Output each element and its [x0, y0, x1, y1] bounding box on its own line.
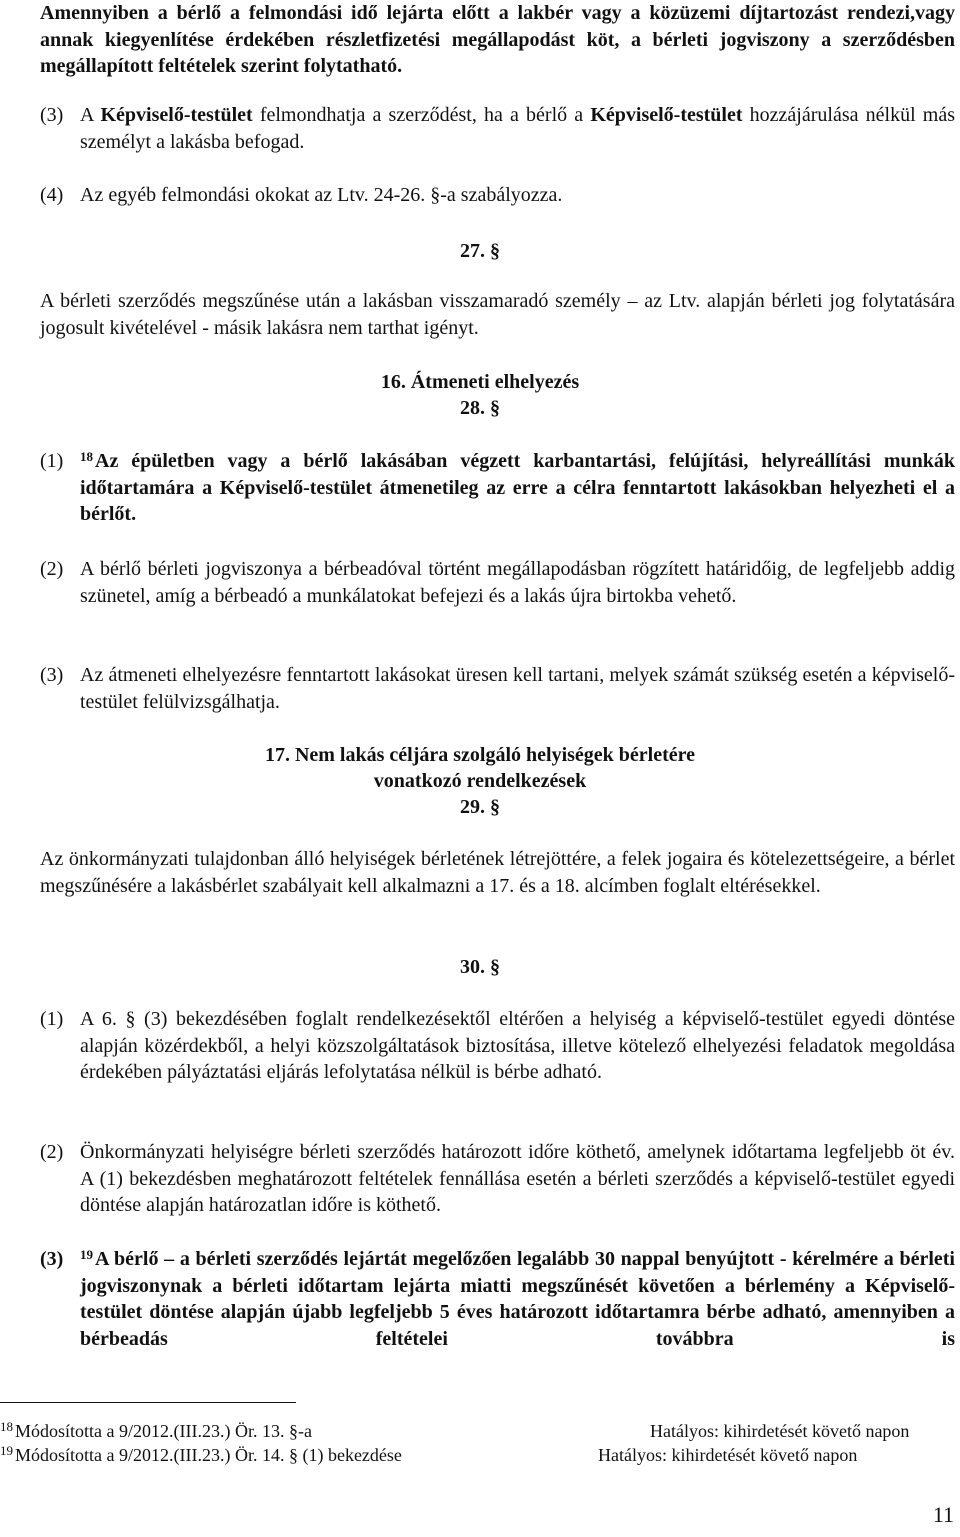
paragraph-number: (2)	[40, 558, 64, 580]
paragraph-28-1	[40, 448, 955, 528]
paragraph-text: A 6. § (3) bekezdésében foglalt rendelkezésektől eltérően a helyiség a képviselő-testület egyedi döntése alapján közérdekből, a helyi közszolgáltatások biztosítása, illetve kötelező elhelyezési feladatok megoldása érdekében pályáztatási eljárás lefolytatása nélkül is bérbe adható.	[80, 1008, 955, 1083]
section-heading-29: 29. §	[460, 796, 500, 818]
section-heading-30: 30. §	[460, 956, 500, 978]
footnote-separator	[0, 1402, 296, 1403]
paragraph-text: Az épületben vagy a bérlő lakásában végzett karbantartási, felújítási, helyreállítási munkák időtartamára a Képviselő-testület átmenetileg az erre a célra fenntartott lakásokban helyezheti el a bérlőt.	[80, 450, 955, 525]
footnote-text: Módosította a 9/2012.(III.23.) Ör. 13. §-a	[15, 1421, 312, 1441]
paragraph-text: Amennyiben a bérlő a felmondási idő lejárta előtt a lakbér vagy a közüzemi díjtartozást rendezi,vagy annak kiegyenlítése érdekében részletfizetési megállapodást köt, a bérleti jogviszony a szerződésben megállapított feltételek szerint folytatható.	[40, 2, 955, 77]
bold-segment: Képviselő-testület	[590, 104, 743, 126]
section-27-text	[40, 288, 955, 341]
paragraph-28-3	[40, 662, 955, 715]
footnote-18	[0, 1420, 312, 1442]
page-number: 11	[932, 1502, 954, 1527]
footnote-19-effective: Hatályos: kihirdetését követő napon	[598, 1445, 858, 1465]
text-segment: felmondhatja a szerződést, ha a bérlő a	[252, 104, 591, 126]
paragraph-number: (4)	[40, 184, 64, 206]
paragraph-30-3	[40, 1246, 955, 1352]
text-segment: hozzájárulása nélkül más személyt a lakásba befogad.	[80, 104, 955, 153]
paragraph-28-2	[40, 556, 955, 609]
footnote-number: 18	[0, 1419, 13, 1434]
footnote-ref-19[interactable]: 19	[80, 1247, 93, 1262]
paragraph-number: (3)	[40, 104, 64, 126]
paragraph-text: A bérlő bérleti jogviszonya a bérbeadóval történt megállapodásban rögzített határidőig, de legfeljebb addig szünetel, amíg a bérbeadó a munkálatokat befejezi és a lakás újra birtokba vehető.	[80, 558, 955, 607]
paragraph-text: A bérleti szerződés megszűnése után a lakásban visszamaradó személy – az Ltv. alapján bérleti jog folytatására jogosult kivételével - másik lakásra nem tarthat igényt.	[40, 290, 955, 339]
paragraph-27-4	[40, 182, 955, 209]
paragraph-30-1	[40, 1006, 955, 1086]
paragraph-text: Az átmeneti elhelyezésre fenntartott lakásokat üresen kell tartani, melyek számát szükség esetén a képviselő-testület felülvizsgálhatja.	[80, 664, 955, 713]
paragraph-number: (1)	[40, 450, 64, 472]
paragraph-30-2	[40, 1139, 955, 1219]
footnote-number: 19	[0, 1443, 13, 1458]
text-segment: A	[80, 104, 101, 126]
paragraph-text: Önkormányzati helyiségre bérleti szerződés határozott időre köthető, amelynek időtartama legfeljebb öt év. A (1) bekezdésben meghatározott feltételek fennállása esetén a bérleti szerződés a képviselő-testület egyedi döntése alapján határozatlan időre is köthető.	[80, 1141, 955, 1216]
paragraph-number: (3)	[40, 1248, 64, 1270]
bold-segment: Képviselő-testület	[100, 104, 253, 126]
section-heading-27: 27. §	[460, 240, 500, 262]
footnote-18-effective: Hatályos: kihirdetését követő napon	[650, 1421, 910, 1441]
section-29-text	[40, 846, 955, 899]
paragraph-text: Az egyéb felmondási okokat az Ltv. 24-26. §-a szabályozza.	[80, 184, 563, 206]
paragraph-text: Az önkormányzati tulajdonban álló helyiségek bérletének létrejöttére, a felek jogaira és kötelezettségeire, a bérlet megszűnésére a lakásbérlet szabályait kell alkalmazni a 17. és a 18. alcímben foglalt eltérésekkel.	[40, 848, 955, 897]
footnote-19	[0, 1444, 402, 1466]
paragraph-number: (2)	[40, 1141, 64, 1163]
paragraph-intro	[40, 0, 955, 80]
section-heading-28: 28. §	[460, 397, 500, 419]
chapter-17-title-line1: 17. Nem lakás céljára szolgáló helyiségek bérletére	[264, 744, 696, 766]
chapter-16-title: 16. Átmeneti elhelyezés	[380, 371, 580, 393]
paragraph-27-3	[40, 102, 955, 155]
paragraph-number: (1)	[40, 1008, 64, 1030]
paragraph-number: (3)	[40, 664, 64, 686]
paragraph-text: A bérlő – a bérleti szerződés lejártát megelőzően legalább 30 nappal benyújtott - kérelmére a bérleti jogviszonynak a bérleti időtartam lejárta miatti megszűnését követően a bérlemény a Képviselő-testület döntése alapján újabb legfeljebb 5 éves határozott időtartamra bérbe adható, amennyiben a bérbeadás feltételei továbbra is	[80, 1248, 955, 1350]
footnote-ref-18[interactable]: 18	[80, 449, 93, 464]
chapter-17-title-line2: vonatkozó rendelkezések	[373, 770, 587, 792]
footnote-text: Módosította a 9/2012.(III.23.) Ör. 14. § (1) bekezdése	[15, 1445, 402, 1465]
